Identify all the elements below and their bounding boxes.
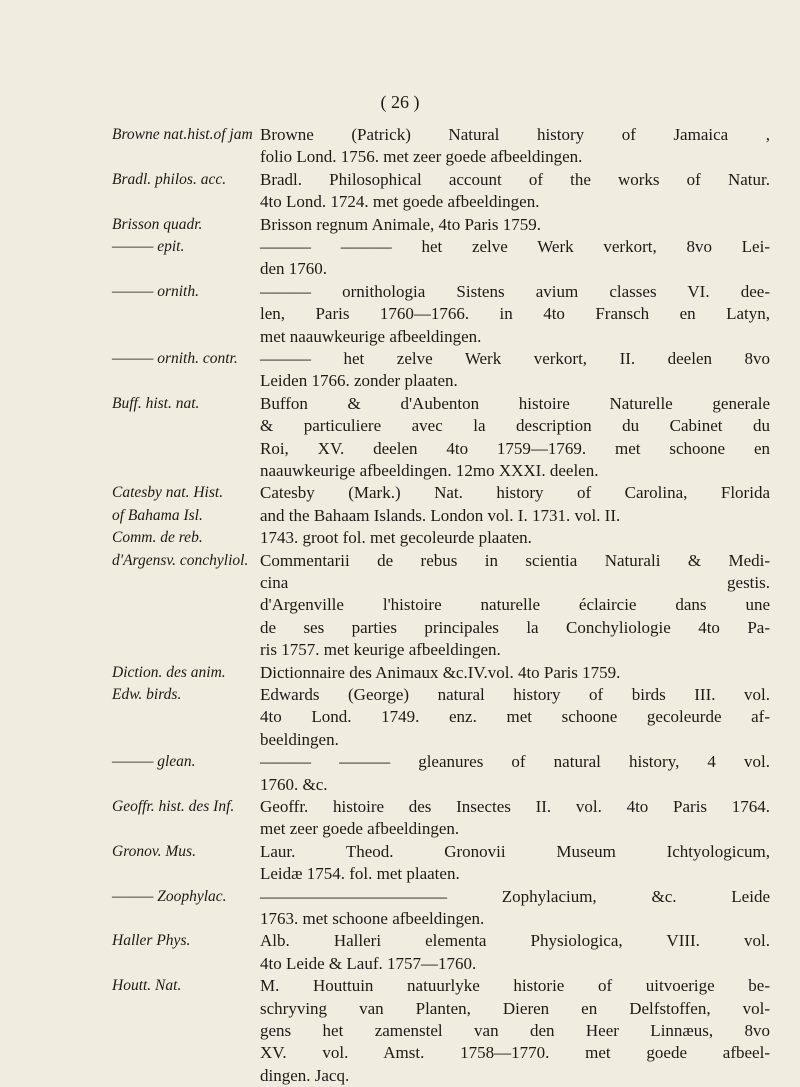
text-line: Roi, XV. deelen 4to 1759—1769. met schoone en — [260, 438, 770, 458]
abbreviation-line: d'Argensv. conchyliol. — [112, 551, 249, 569]
text-line: ——— ornithologia Sistens avium classes VI. dee- — [260, 281, 770, 301]
abbreviation-line: Comm. de reb. — [112, 529, 203, 547]
page-number: ( 26 ) — [380, 92, 420, 112]
entry-abbreviation — [112, 214, 262, 236]
entry-abbreviation — [112, 930, 262, 952]
text-line: Brisson regnum Animale, 4to Paris 1759. — [260, 214, 541, 234]
text-line: gens het zamenstel van den Heer Linnæus, 8vo — [260, 1021, 770, 1040]
text-line: 4to Lond. 1749. enz. met schoone gecoleurde af- — [260, 707, 770, 727]
abbreviation-line: Brisson quadr. — [112, 215, 203, 233]
text-line: d'Argenville l'histoire naturelle éclaircie dans une — [260, 595, 770, 615]
text-line: and the Bahaam Islands. London vol. I. 1731. vol. II. — [260, 505, 621, 525]
text-line: & particuliere avec la description du Cabinet du — [260, 416, 770, 436]
entry-text — [260, 975, 770, 1087]
text-line: Leiden 1766. zonder plaaten. — [260, 371, 458, 391]
entry-abbreviation — [112, 684, 262, 706]
abbreviation-line: Gronov. Mus. — [112, 842, 196, 860]
entry-text — [260, 393, 770, 483]
text-line: Bradl. Philosophical account of the works of Natur. — [260, 169, 770, 189]
abbreviation-line: ——— ornith. — [112, 282, 199, 300]
entry-text — [260, 236, 770, 281]
text-line: cina gestis. — [260, 573, 770, 592]
text-line: Browne (Patrick) Natural history of Jamaica , — [260, 125, 770, 144]
abbreviation-line: ——— epit. — [112, 238, 185, 255]
text-line: len, Paris 1760—1766. in 4to Fransch en Latyn, — [260, 304, 770, 324]
text-line: ——— ——— het zelve Werk verkort, 8vo Lei- — [260, 237, 770, 256]
entry-abbreviation — [112, 975, 262, 997]
entry-text — [260, 886, 770, 931]
entry-text — [260, 550, 770, 662]
text-line: ——————————— Zophylacium, &c. Leide — [260, 886, 770, 906]
entry-abbreviation — [112, 886, 262, 908]
entry-text — [260, 169, 770, 214]
text-line: den 1760. — [260, 259, 328, 279]
entry-abbreviation — [112, 796, 262, 818]
entry-abbreviation — [112, 527, 262, 549]
entry-abbreviation — [112, 169, 262, 191]
entry-text — [260, 348, 770, 393]
text-line: Dictionnaire des Animaux &c.IV.vol. 4to Paris 1759. — [260, 662, 621, 682]
text-line: met zeer goede afbeeldingen. — [260, 819, 460, 839]
text-line: 1763. met schoone afbeeldingen. — [260, 909, 485, 928]
entry-abbreviation — [112, 751, 262, 773]
text-line: M. Houttuin natuurlyke historie of uitvoerige be- — [260, 976, 770, 996]
text-line: ——— het zelve Werk verkort, II. deelen 8vo — [260, 349, 770, 368]
entry-abbreviation — [112, 281, 262, 303]
entry-abbreviation — [112, 348, 262, 370]
abbreviation-line: Edw. birds. — [112, 686, 182, 703]
text-line: Catesby (Mark.) Nat. history of Carolina, Florida — [260, 483, 770, 503]
abbreviation-line: Haller Phys. — [112, 932, 191, 950]
text-line: folio Lond. 1756. met zeer goede afbeeldingen. — [260, 147, 583, 167]
text-line: ris 1757. met keurige afbeeldingen. — [260, 640, 501, 660]
text-line: naauwkeurige afbeeldingen. 12mo XXXI. deelen. — [260, 461, 599, 481]
entry-text — [260, 841, 770, 886]
entry-abbreviation — [112, 662, 262, 684]
entry-text — [260, 662, 770, 684]
abbreviation-line: Catesby nat. Hist. — [112, 484, 224, 502]
text-line: XV. vol. Amst. 1758—1770. met goede afbeel- — [260, 1043, 770, 1063]
entry-text — [260, 751, 770, 796]
entry-abbreviation — [112, 550, 262, 572]
entry-text — [260, 214, 770, 236]
text-line: Edwards (George) natural history of birds III. vol. — [260, 685, 770, 704]
text-line: Laur. Theod. Gronovii Museum Ichtyologicum, — [260, 841, 770, 861]
entry-text — [260, 482, 770, 527]
entry-abbreviation — [112, 236, 262, 258]
abbreviation-line: ——— Zoophylac. — [112, 887, 227, 905]
entry-abbreviation — [112, 482, 262, 527]
text-line: de ses parties principales la Conchyliologie 4to Pa- — [260, 617, 770, 637]
abbreviation-line: of Bahama Isl. — [112, 506, 203, 524]
entry-abbreviation — [112, 124, 262, 146]
entry-text — [260, 527, 770, 549]
entry-text — [260, 796, 770, 841]
text-line: schryving van Planten, Dieren en Delfstoffen, vol- — [260, 998, 770, 1018]
abbreviation-line: Browne nat.hist.of jam — [112, 126, 253, 143]
abbreviation-line: Bradl. philos. acc. — [112, 170, 227, 188]
text-line: Geoffr. histoire des Insectes II. vol. 4to Paris 1764. — [260, 797, 770, 816]
abbreviation-line: ——— ornith. contr. — [112, 350, 238, 367]
entry-text — [260, 930, 770, 975]
text-line: met naauwkeurige afbeeldingen. — [260, 326, 482, 346]
entry-abbreviation — [112, 393, 262, 415]
text-line: ——— ——— gleanures of natural history, 4 vol. — [260, 752, 770, 772]
entry-abbreviation — [112, 841, 262, 863]
text-line: 1760. &c. — [260, 774, 328, 794]
entry-text — [260, 684, 770, 751]
text-line: 4to Leide & Lauf. 1757—1760. — [260, 953, 477, 973]
text-line: beeldingen. — [260, 729, 339, 749]
text-line: 1743. groot fol. met gecoleurde plaaten. — [260, 528, 532, 548]
entry-text — [260, 281, 770, 348]
abbreviation-line: Buff. hist. nat. — [112, 394, 200, 412]
text-line: Commentarii de rebus in scientia Naturali & Medi- — [260, 550, 770, 570]
text-line: 4to Lond. 1724. met goede afbeeldingen. — [260, 192, 540, 212]
text-line: Alb. Halleri elementa Physiologica, VIII. vol. — [260, 931, 770, 951]
abbreviation-line: Houtt. Nat. — [112, 977, 182, 995]
text-line: dingen. Jacq. — [260, 1065, 350, 1085]
entry-text — [260, 124, 770, 169]
text-line: Buffon & d'Aubenton histoire Naturelle generale — [260, 393, 770, 413]
abbreviation-line: Geoffr. hist. des Inf. — [112, 798, 235, 815]
text-line: Leidæ 1754. fol. met plaaten. — [260, 864, 460, 884]
abbreviation-line: ——— glean. — [112, 753, 196, 771]
abbreviation-line: Diction. des anim. — [112, 663, 226, 681]
